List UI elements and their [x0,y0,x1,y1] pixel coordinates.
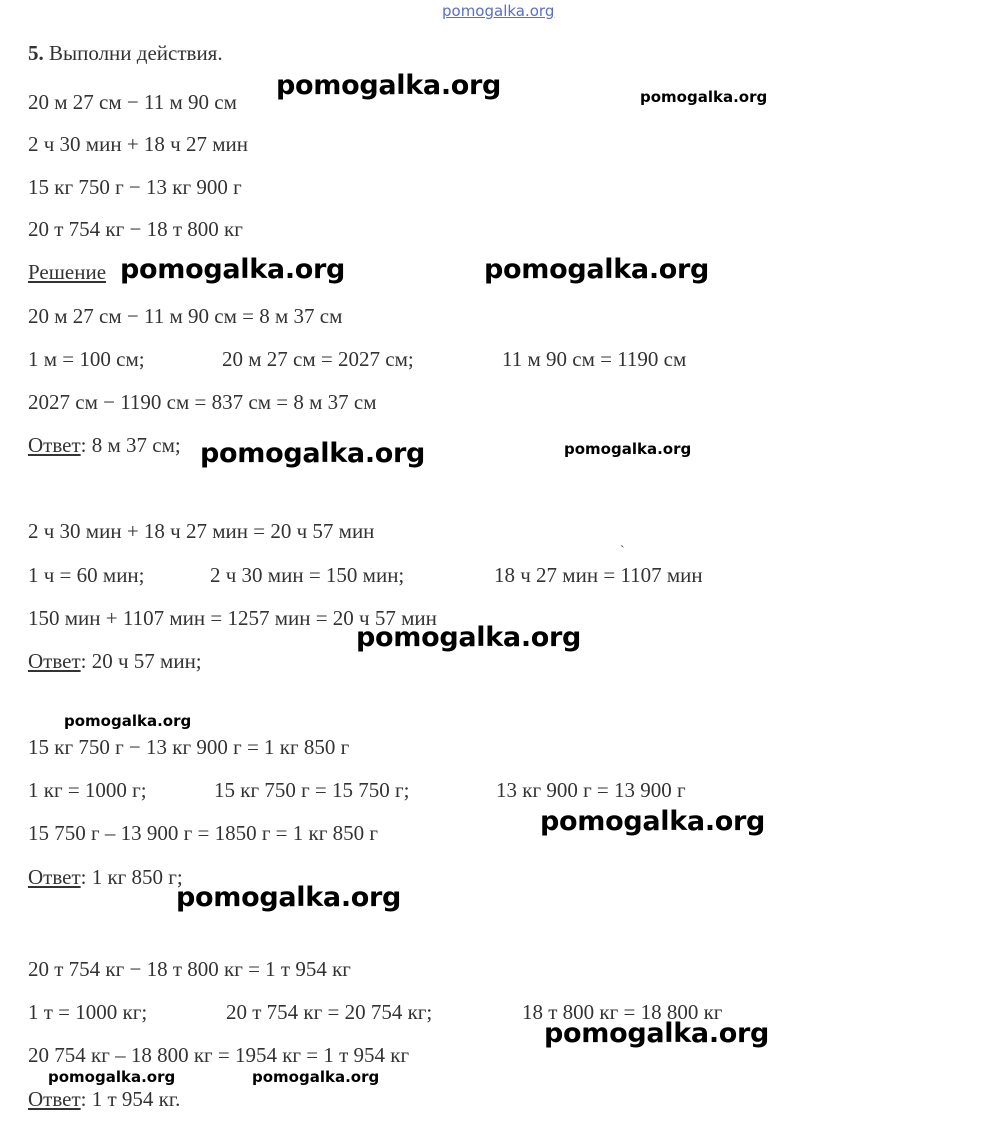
watermark: pomogalka.org [540,806,766,837]
problem-4: 20 т 754 кг − 18 т 800 кг [28,217,243,241]
answer-label: Ответ [28,649,81,673]
task-number: 5. [28,41,44,65]
solution-4-conv-3: 18 т 800 кг = 18 800 кг [522,1000,723,1024]
solution-3-conv-3: 13 кг 900 г = 13 900 г [496,778,686,802]
solution-1-conv-3: 11 м 90 см = 1190 см [502,347,687,371]
solution-2-calc: 150 мин + 1107 мин = 1257 мин = 20 ч 57 мин [28,606,437,630]
answer-value: : 8 м 37 см; [80,433,181,457]
solution-1-conv-1: 1 м = 100 см; [28,347,145,371]
watermark: pomogalka.org [276,70,502,101]
watermark: pomogalka.org [252,1068,380,1086]
solution-2-conv-2: 2 ч 30 мин = 150 мин; [210,563,405,587]
watermark: pomogalka.org [176,882,402,913]
task-heading [28,40,223,66]
solution-3-line: 15 кг 750 г − 13 кг 900 г = 1 кг 850 г [28,735,350,759]
header-watermark: pomogalka.org [442,2,555,20]
answer-value: : 1 кг 850 г; [80,865,183,889]
answer-label: Ответ [28,433,81,457]
solution-3-calc: 15 750 г – 13 900 г = 1850 г = 1 кг 850 г [28,821,378,845]
watermark: pomogalka.org [640,88,768,106]
watermark: pomogalka.org [544,1018,770,1049]
solution-heading: Решение [28,260,107,284]
answer-label: Ответ [28,865,81,889]
watermark: pomogalka.org [564,440,692,458]
solution-3-answer [28,864,183,890]
watermark: pomogalka.org [484,254,710,285]
problem-3: 15 кг 750 г − 13 кг 900 г [28,175,242,199]
solution-1-line: 20 м 27 см − 11 м 90 см = 8 м 37 см [28,304,343,328]
answer-value: : 1 т 954 кг. [80,1087,181,1111]
watermark: pomogalka.org [200,438,426,469]
solution-1-calc: 2027 см − 1190 см = 837 см = 8 м 37 см [28,390,377,414]
watermark: pomogalka.org [120,254,346,285]
solution-2-conv-1: 1 ч = 60 мин; [28,563,145,587]
solution-4-line: 20 т 754 кг − 18 т 800 кг = 1 т 954 кг [28,957,351,981]
solution-2-conv-3: 18 ч 27 мин = 1107 мин [494,563,703,587]
watermark: pomogalka.org [64,712,192,730]
problem-1: 20 м 27 см − 11 м 90 см [28,90,237,114]
answer-value: : 20 ч 57 мин; [80,649,202,673]
problem-2: 2 ч 30 мин + 18 ч 27 мин [28,132,248,156]
solution-3-conv-1: 1 кг = 1000 г; [28,778,147,802]
stray-mark: ` [620,544,625,559]
solution-4-conv-1: 1 т = 1000 кг; [28,1000,148,1024]
solution-1-answer [28,432,181,458]
solution-3-conv-2: 15 кг 750 г = 15 750 г; [214,778,410,802]
solution-2-line: 2 ч 30 мин + 18 ч 27 мин = 20 ч 57 мин [28,519,375,543]
solution-4-answer [28,1086,180,1112]
answer-label: Ответ [28,1087,81,1111]
solution-2-answer [28,648,202,674]
watermark: pomogalka.org [48,1068,176,1086]
task-title: Выполни действия. [43,41,223,65]
solution-4-calc: 20 754 кг – 18 800 кг = 1954 кг = 1 т 954 кг [28,1043,410,1067]
solution-4-conv-2: 20 т 754 кг = 20 754 кг; [226,1000,433,1024]
watermark: pomogalka.org [356,622,582,653]
solution-1-conv-2: 20 м 27 см = 2027 см; [222,347,414,371]
